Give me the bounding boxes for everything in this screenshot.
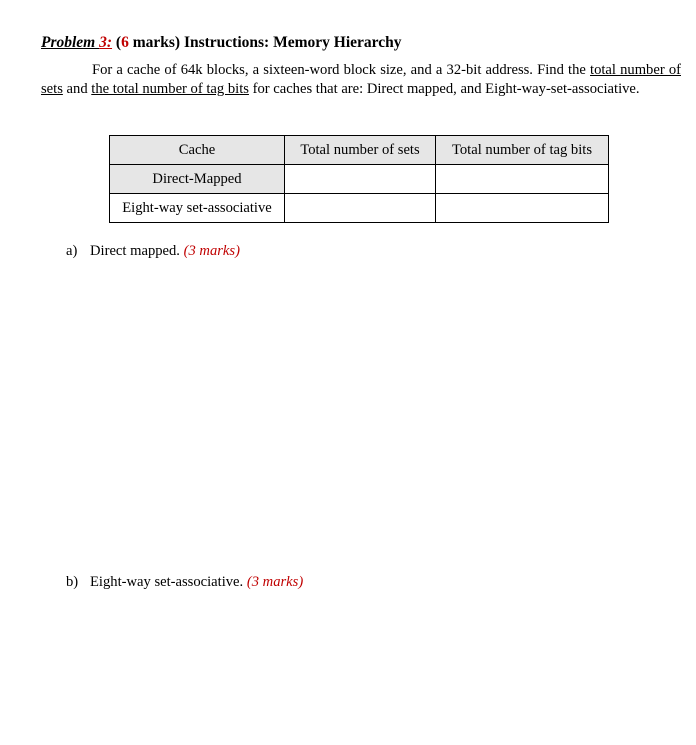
cell-direct-mapped-tag-bits[interactable] <box>436 165 609 194</box>
row-label-direct-mapped: Direct-Mapped <box>110 165 285 194</box>
cache-table <box>109 135 609 223</box>
problem-number: 3: <box>99 34 113 51</box>
instructions-underlined-tag-bits: the total number of tag bits <box>91 81 249 97</box>
instructions-paragraph <box>41 61 681 99</box>
part-b-marks: (3 marks) <box>246 574 304 590</box>
header-total-sets: Total number of sets <box>285 136 436 165</box>
cell-eight-way-tag-bits[interactable] <box>436 194 609 223</box>
marks-value: 6 <box>121 34 129 51</box>
part-a-marks: (3 marks) <box>183 243 240 259</box>
problem-heading <box>41 34 401 52</box>
instructions-text-3: for caches that are: Direct mapped, and Eight-way-set-associative. <box>248 81 640 97</box>
part-b-letter: b) <box>66 574 79 590</box>
table-row <box>110 194 609 223</box>
part-a-letter: a) <box>66 243 78 259</box>
part-b-text: Eight-way set-associative. <box>90 574 247 590</box>
table-header-row <box>110 136 609 165</box>
row-label-eight-way: Eight-way set-associative <box>110 194 285 223</box>
marks-open: ( <box>112 34 122 51</box>
instructions-text-2: and <box>62 81 92 97</box>
table-row <box>110 165 609 194</box>
part-b <box>66 574 303 591</box>
part-a-text: Direct mapped. <box>90 243 184 259</box>
cell-eight-way-sets[interactable] <box>285 194 436 223</box>
part-a <box>66 243 240 260</box>
problem-label: Problem <box>41 34 100 51</box>
instructions-underlined-sets: total number of sets <box>41 62 681 97</box>
header-total-tag-bits: Total number of tag bits <box>436 136 609 165</box>
cell-direct-mapped-sets[interactable] <box>285 165 436 194</box>
header-cache: Cache <box>110 136 285 165</box>
heading-title: marks) Instructions: Memory Hierarchy <box>128 34 402 51</box>
instructions-text-1: For a cache of 64k blocks, a sixteen-word block size, and a 32-bit address. Find the <box>92 62 591 78</box>
